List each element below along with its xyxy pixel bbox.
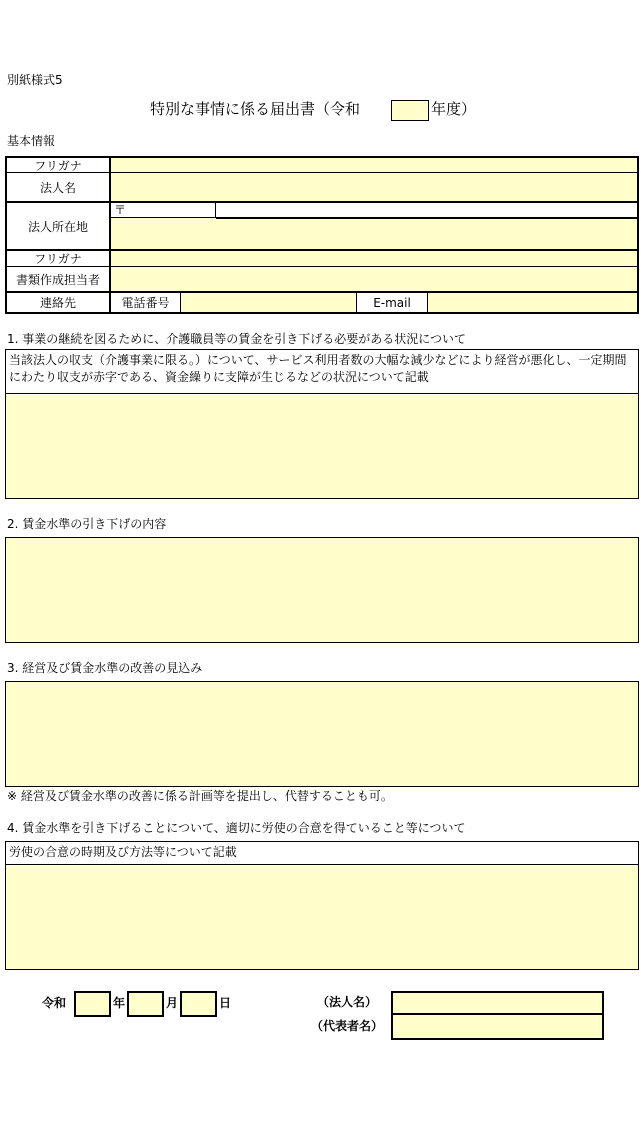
corp-name-input[interactable] <box>111 173 637 201</box>
section4-heading: 4. 賃金水準を引き下げることについて、適切に労使の合意を得ていること等について <box>7 821 466 835</box>
form-number: 別紙様式5 <box>7 73 63 87</box>
phone-label: 電話番号 <box>111 293 181 312</box>
section1-box <box>5 349 639 499</box>
section3-input[interactable] <box>5 681 639 787</box>
section1-heading: 1. 事業の継続を図るために、介護職員等の賃金を引き下げる必要がある状況について <box>7 332 467 346</box>
date-day-input[interactable] <box>180 991 217 1017</box>
section2-heading: 2. 賃金水準の引き下げの内容 <box>7 517 167 531</box>
contact-label: 連絡先 <box>39 296 76 310</box>
section2-input[interactable] <box>5 537 639 643</box>
furigana2-input[interactable] <box>111 251 637 266</box>
sign-corp-name-input[interactable] <box>393 993 602 1015</box>
postal-mark: 〒 <box>114 203 127 217</box>
corp-name-sign-label: （法人名） <box>317 995 378 1009</box>
date-month-input[interactable] <box>127 991 164 1017</box>
year-unit: 年 <box>113 996 126 1010</box>
furigana-input[interactable] <box>111 158 637 172</box>
furigana2-label: フリガナ <box>34 252 82 266</box>
basic-info-heading: 基本情報 <box>7 134 56 148</box>
sign-rep-name-input[interactable] <box>393 1017 602 1038</box>
section1-input[interactable] <box>6 395 638 498</box>
email-input[interactable] <box>428 293 637 312</box>
email-label: E-mail <box>357 293 428 312</box>
rep-name-sign-label: （代表者名） <box>311 1019 384 1033</box>
title-year-input[interactable] <box>391 100 429 121</box>
furigana-label: フリガナ <box>34 158 82 173</box>
phone-input[interactable] <box>181 293 357 312</box>
corp-name-label: 法人名 <box>39 180 76 195</box>
preparer-input[interactable] <box>111 267 637 291</box>
page-title-suffix: 年度） <box>431 100 477 118</box>
section3-heading: 3. 経営及び賃金水準の改善の見込み <box>7 661 203 675</box>
section1-note: 当該法人の収支（介護事業に限る。）について、サービス利用者数の大幅な減少などにより経営が悪化し、一定期間にわたり収支が赤字である、資金繰りに支障が生じるなどの状況について記載 <box>6 352 638 394</box>
signature-box <box>391 991 604 1040</box>
era-label: 令和 <box>42 996 67 1010</box>
day-unit: 日 <box>219 996 232 1010</box>
section4-input[interactable] <box>6 866 638 969</box>
page-title-prefix: 特別な事情に係る届出書（令和 <box>150 100 361 118</box>
section4-note: 労使の合意の時期及び方法等について記載 <box>6 844 638 865</box>
date-year-input[interactable] <box>74 991 111 1017</box>
section4-box <box>5 841 639 970</box>
address-label: 法人所在地 <box>27 219 88 234</box>
preparer-label: 書類作成担当者 <box>15 272 100 287</box>
postal-code-input[interactable] <box>111 203 216 218</box>
section3-footnote: ※ 経営及び賃金水準の改善に係る計画等を提出し、代替することも可。 <box>7 789 393 803</box>
month-unit: 月 <box>166 996 179 1010</box>
